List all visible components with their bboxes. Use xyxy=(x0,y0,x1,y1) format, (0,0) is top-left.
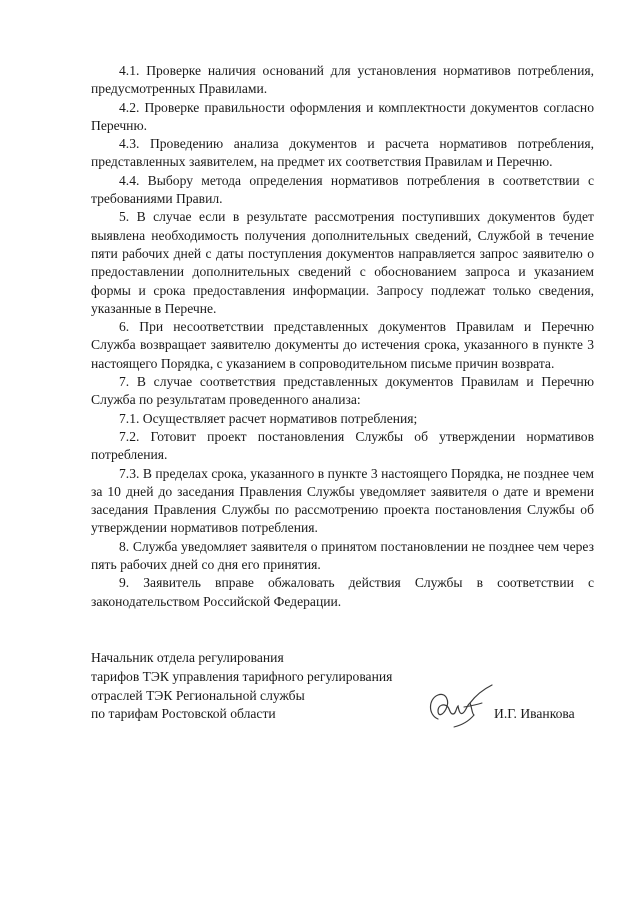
paragraph-7: 7. В случае соответствия представленных документов Правилам и Перечню Служба по результатам проведенного анализа: xyxy=(91,374,594,408)
paragraph-7-1: 7.1. Осуществляет расчет нормативов потребления; xyxy=(119,410,418,426)
signer-name: И.Г. Иванкова xyxy=(494,706,575,721)
signature-stroke xyxy=(464,703,482,707)
handwritten-signature xyxy=(424,681,496,729)
paragraph-8: 8. Служба уведомляет заявителя о принятом постановлении не позднее чем через пять рабочих дней со дня его принятия. xyxy=(91,538,594,573)
paragraph-4-1: 4.1. Проверке наличия оснований для установления нормативов потребления, предусмотренных Правилами. xyxy=(91,63,594,97)
document-body xyxy=(91,62,594,611)
signatory-title-line: отраслей ТЭК Региональной службы xyxy=(91,687,305,703)
paragraph-4-2: 4.2. Проверке правильности оформления и комплектности документов согласно Перечню. xyxy=(91,99,594,133)
paragraph-9: 9. Заявитель вправе обжаловать действия Службы в соответствии с законодательством Российской Федерации. xyxy=(91,575,594,609)
paragraph-7-3: 7.3. В пределах срока, указанного в пункте 3 настоящего Порядка, не позднее чем за 10 дней до заседания Правления Службы уведомляет заявителя о дате и времени заседания Правления Службы по рассмотрению проекта постановления Службы об утверждении нормативов потребления. xyxy=(91,465,594,536)
signatory-title-line: Начальник отдела регулирования xyxy=(91,650,284,665)
paragraph-4-4: 4.4. Выбору метода определения нормативов потребления в соответствии с требованиями Правил. xyxy=(91,172,594,207)
signature-stroke xyxy=(454,715,474,727)
paragraph-5: 5. В случае если в результате рассмотрения поступивших документов будет выявлена необходимость получения дополнительных сведений, Службой в течение пяти рабочих дней с даты поступления документов направляется запрос заявителю о предоставлении дополнительных сведений с обоснованием запроса и указанием формы и срока предоставления информации. Запросу подлежат только сведения, указанные в Перечне. xyxy=(91,209,594,316)
paragraph-6: 6. При несоответствии представленных документов Правилам и Перечню Служба возвращает заявителю документы до истечения срока, указанного в пункте 3 настоящего Порядка, с указанием в сопроводительном письме причин возврата. xyxy=(91,319,594,371)
paragraph-7-2: 7.2. Готовит проект постановления Службы об утверждении нормативов потребления. xyxy=(91,428,594,463)
signatory-title-line: тарифов ТЭК управления тарифного регулирования xyxy=(91,668,393,684)
paragraph-4-3: 4.3. Проведению анализа документов и расчета нормативов потребления, представленных заявителем, на предмет их соответствия Правилам и Перечню. xyxy=(91,136,594,170)
signatory-title-line: по тарифам Ростовской области xyxy=(91,706,276,722)
signature-stroke xyxy=(470,685,492,703)
